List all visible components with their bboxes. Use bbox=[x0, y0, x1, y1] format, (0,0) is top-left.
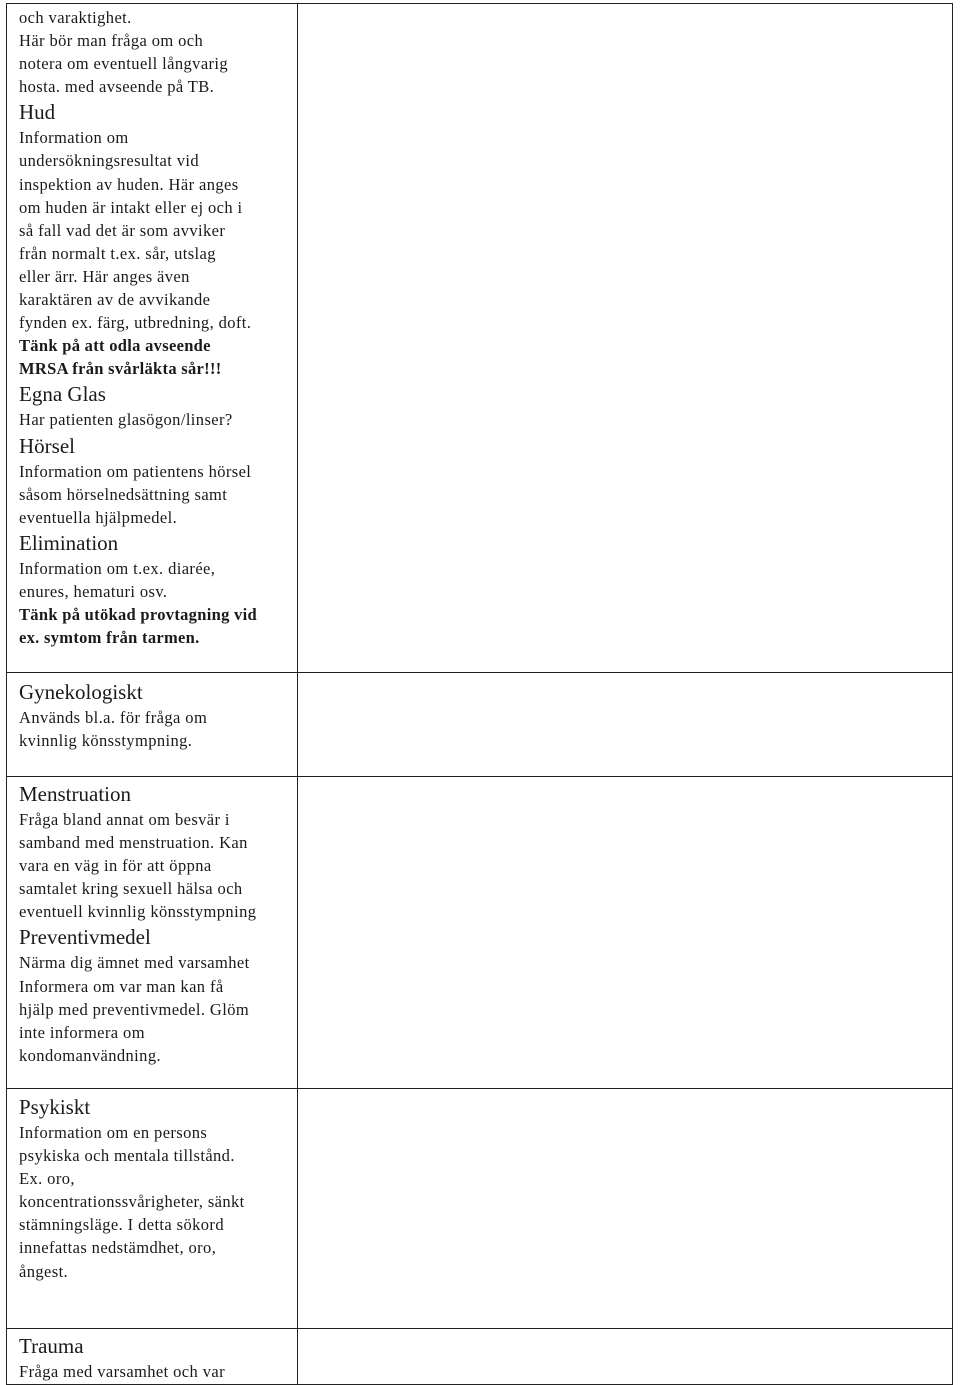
body-text: kondomanvändning. bbox=[19, 1045, 161, 1065]
body-text: Information om t.ex. diarée, bbox=[19, 558, 216, 578]
body-text: enures, hematuri osv. bbox=[19, 581, 168, 601]
keyword-cell bbox=[7, 673, 298, 777]
body-text: samband med menstruation. Kan bbox=[19, 833, 248, 853]
body-text: om huden är intakt eller ej och i bbox=[19, 197, 243, 217]
body-text: hosta. med avseende på TB. bbox=[19, 77, 215, 97]
table-row bbox=[7, 1329, 953, 1385]
body-text: Information om patientens hörsel bbox=[19, 461, 252, 481]
empty-cell bbox=[298, 777, 953, 1089]
body-text: Närma dig ämnet med varsamhet bbox=[19, 953, 250, 973]
body-text: Ex. oro, bbox=[19, 1169, 75, 1189]
keyword-table bbox=[6, 3, 953, 1385]
body-text: samtalet kring sexuell hälsa och bbox=[19, 879, 243, 899]
empty-cell bbox=[298, 673, 953, 777]
body-text: undersökningsresultat vid bbox=[19, 151, 200, 171]
cell-content bbox=[7, 777, 297, 1067]
cell-content bbox=[7, 4, 297, 649]
body-text: innefattas nedstämdhet, oro, bbox=[19, 1238, 217, 1258]
section-heading: Preventivmedel bbox=[19, 925, 151, 950]
body-text: Information om en persons bbox=[19, 1123, 208, 1142]
body-text: och varaktighet. bbox=[19, 8, 132, 27]
section-heading: Egna Glas bbox=[19, 382, 106, 407]
emphasis-text: Tänk på utökad provtagning vid bbox=[19, 604, 257, 624]
table-row bbox=[7, 4, 953, 673]
body-text: Fråga med varsamhet och var bbox=[19, 1362, 225, 1381]
body-text: eller ärr. Här anges även bbox=[19, 266, 190, 286]
body-text: Fråga bland annat om besvär i bbox=[19, 810, 230, 829]
body-text: inte informera om bbox=[19, 1022, 145, 1042]
table-row bbox=[7, 777, 953, 1089]
body-text: Information om bbox=[19, 128, 129, 148]
empty-cell bbox=[298, 1329, 953, 1385]
keyword-cell bbox=[7, 777, 298, 1089]
section-heading: Gynekologiskt bbox=[19, 680, 143, 704]
section-heading: Hud bbox=[19, 100, 56, 125]
body-text: karaktären av de avvikande bbox=[19, 290, 211, 310]
body-text: inspektion av huden. Här anges bbox=[19, 174, 239, 194]
body-text: eventuell kvinnlig könsstympning bbox=[19, 902, 257, 922]
keyword-cell bbox=[7, 1089, 298, 1329]
empty-cell bbox=[298, 1089, 953, 1329]
body-text: stämningsläge. I detta sökord bbox=[19, 1215, 224, 1235]
body-text: Har patienten glasögon/linser? bbox=[19, 410, 233, 430]
body-text: såsom hörselnedsättning samt bbox=[19, 484, 228, 504]
empty-cell bbox=[298, 4, 953, 673]
body-text: ångest. bbox=[19, 1261, 69, 1281]
table-row bbox=[7, 673, 953, 777]
emphasis-text: ex. symtom från tarmen. bbox=[19, 628, 200, 648]
body-text: Här bör man fråga om och bbox=[19, 31, 204, 51]
section-heading: Trauma bbox=[19, 1334, 84, 1358]
body-text: hjälp med preventivmedel. Glöm bbox=[19, 999, 250, 1019]
keyword-cell bbox=[7, 4, 298, 673]
cell-content bbox=[7, 1329, 297, 1383]
body-text: eventuella hjälpmedel. bbox=[19, 507, 178, 527]
body-text: Informera om var man kan få bbox=[19, 976, 224, 996]
body-text: notera om eventuell långvarig bbox=[19, 54, 229, 74]
section-heading: Psykiskt bbox=[19, 1095, 91, 1119]
body-text: psykiska och mentala tillstånd. bbox=[19, 1146, 235, 1166]
body-text: Används bl.a. för fråga om bbox=[19, 708, 208, 727]
cell-content bbox=[7, 673, 297, 752]
body-text: fynden ex. färg, utbredning, doft. bbox=[19, 313, 252, 333]
body-text: koncentrationssvårigheter, sänkt bbox=[19, 1192, 245, 1212]
body-text: vara en väg in för att öppna bbox=[19, 856, 212, 876]
emphasis-text: MRSA från svårläkta sår!!! bbox=[19, 359, 222, 379]
section-heading: Menstruation bbox=[19, 782, 131, 806]
table-row bbox=[7, 1089, 953, 1329]
body-text: från normalt t.ex. sår, utslag bbox=[19, 243, 216, 263]
emphasis-text: Tänk på att odla avseende bbox=[19, 336, 211, 356]
section-heading: Hörsel bbox=[19, 433, 75, 458]
section-heading: Elimination bbox=[19, 530, 119, 555]
body-text: kvinnlig könsstympning. bbox=[19, 731, 193, 751]
cell-content bbox=[7, 1089, 297, 1283]
keyword-cell bbox=[7, 1329, 298, 1385]
body-text: så fall vad det är som avviker bbox=[19, 220, 226, 240]
